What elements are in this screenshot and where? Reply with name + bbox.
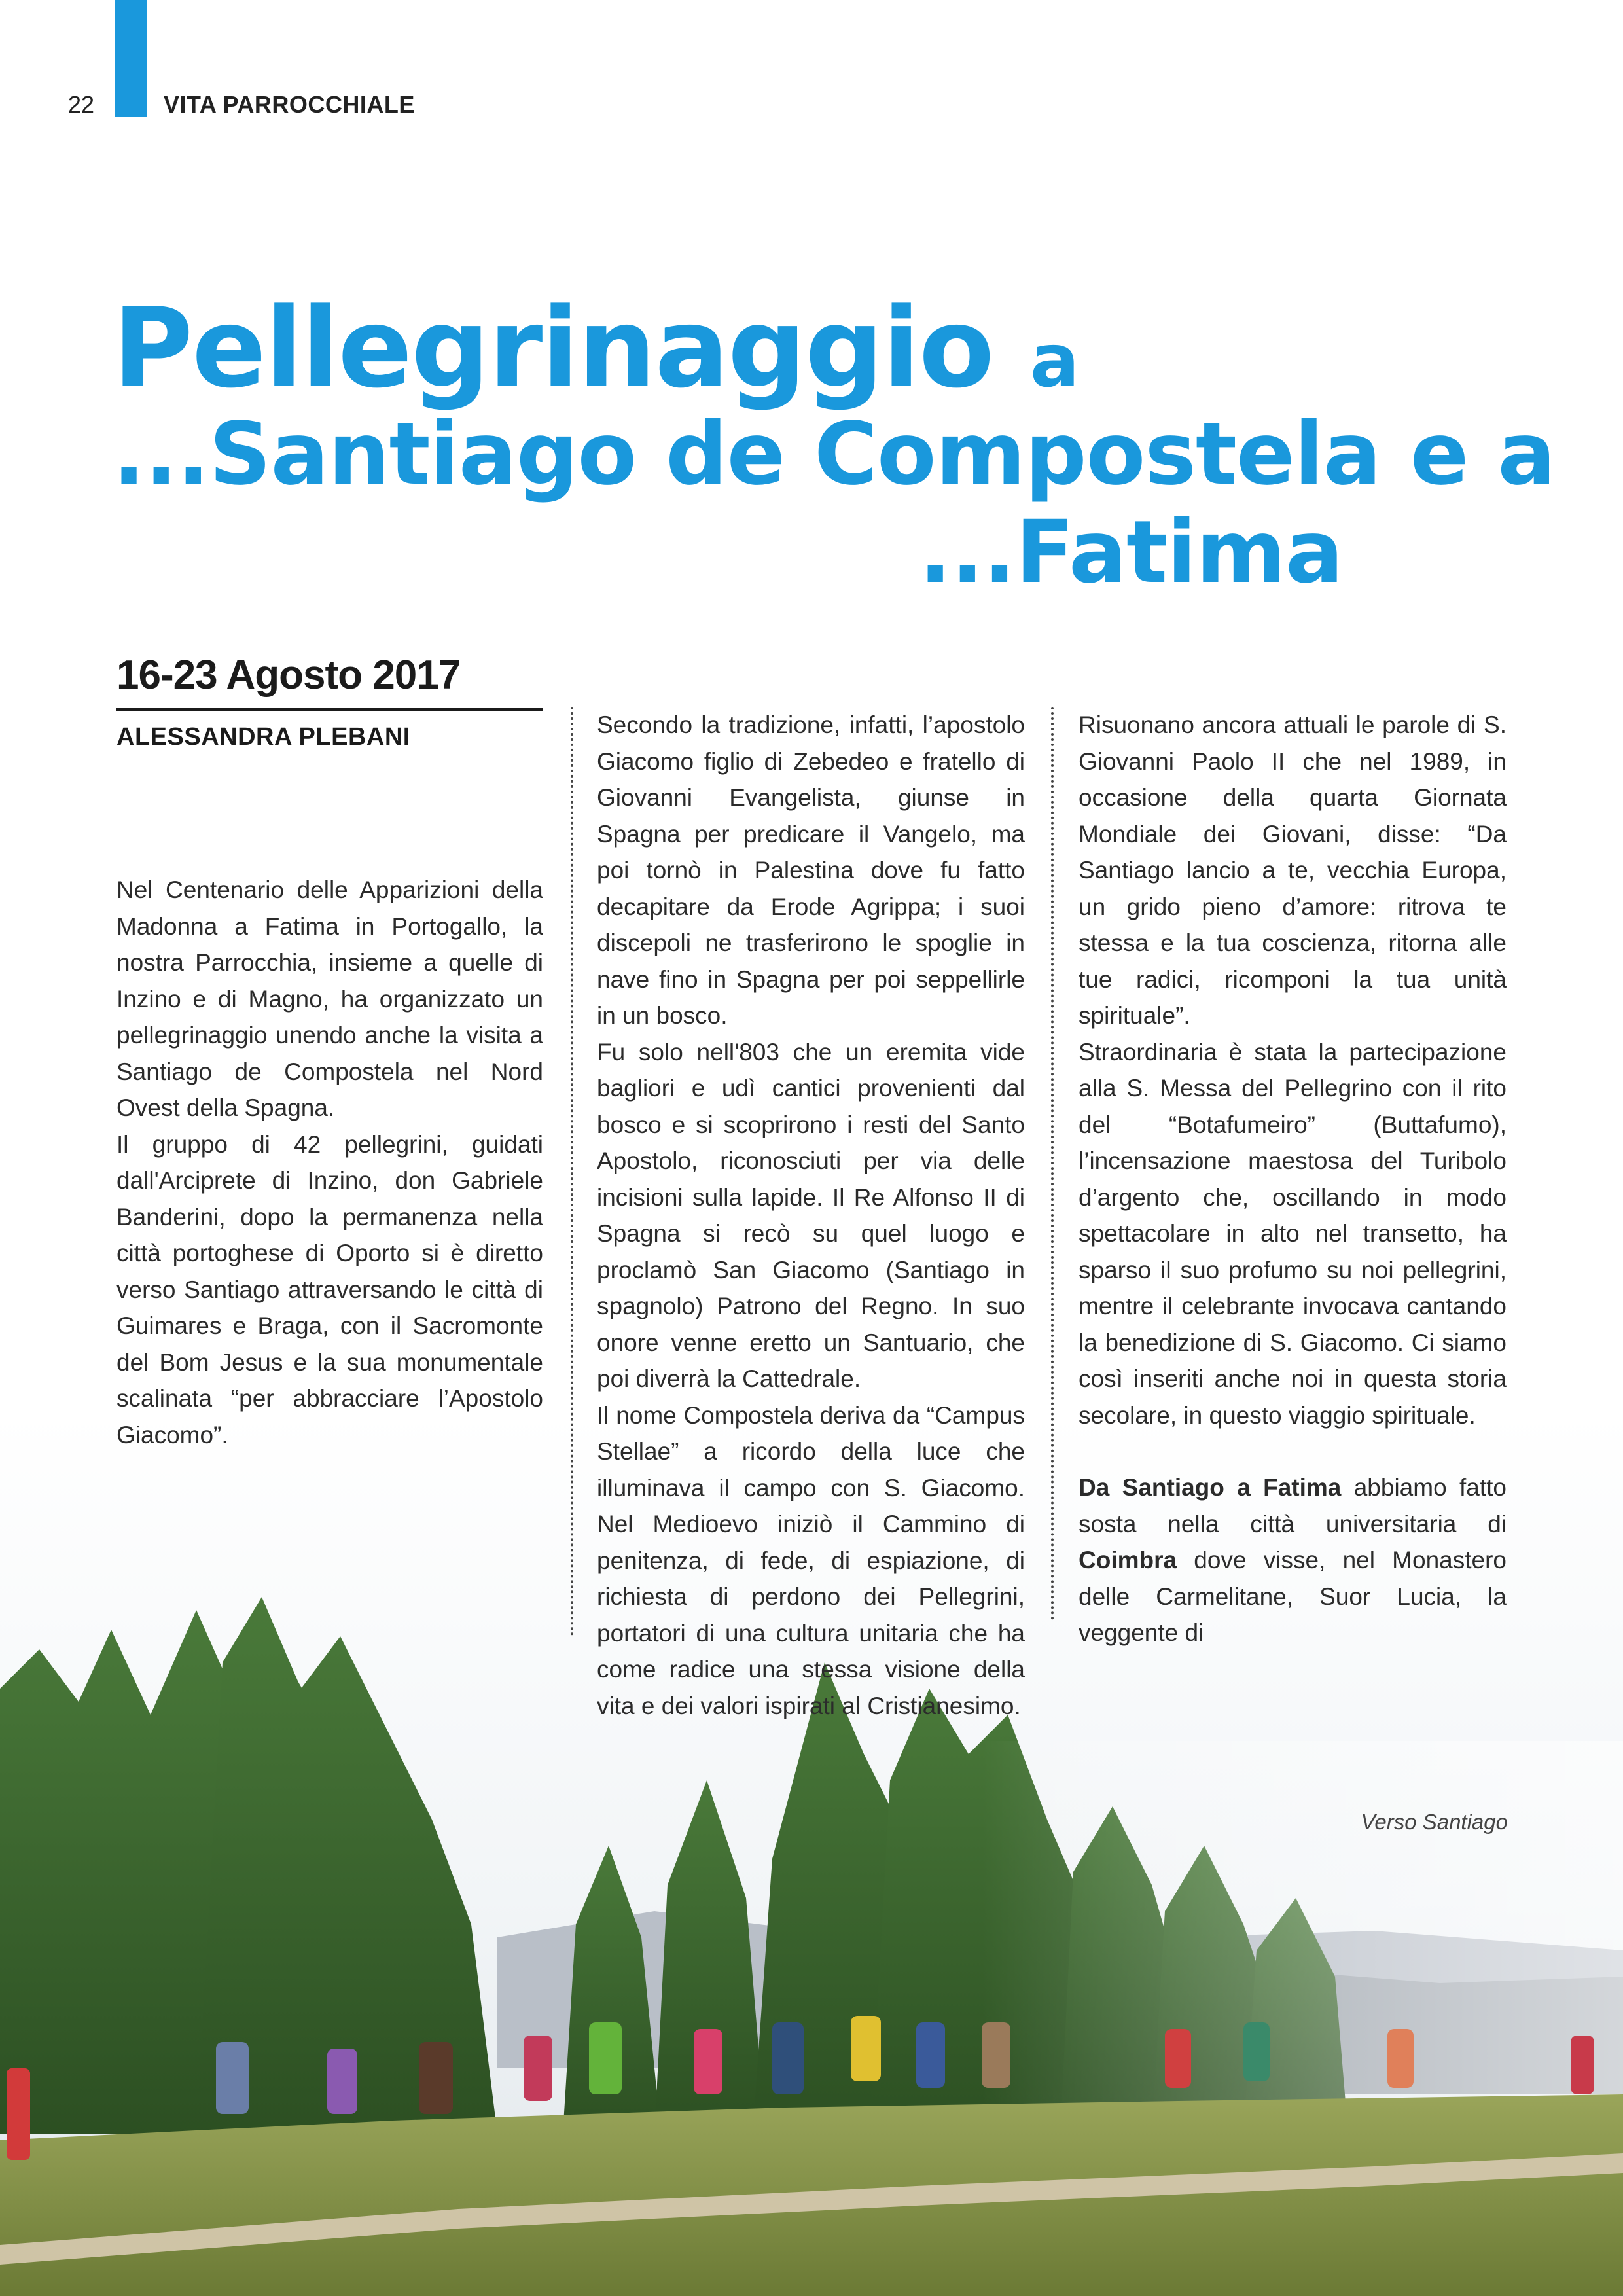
article-column-1 xyxy=(116,872,543,1453)
bold-phrase: Da Santiago a Fatima xyxy=(1079,1474,1342,1501)
article-title-line3: ...Fatima xyxy=(919,502,1343,603)
paragraph: Il gruppo di 42 pellegrini, guidati dall'Arciprete di Inzino, don Gabriele Banderini, dopo la permanenza nella città portoghese di Oporto si è diretto verso Santiago attraversando le città di Guimares e Braga, con il Sacromonte del Bom Jesus e la sua monumentale scalinata “per abbracciare l’Apostolo Giacomo”. xyxy=(116,1130,543,1448)
paragraph: Il nome Compostela deriva da “Campus Stellae” a ricordo della luce che illuminava il campo con S. Giacomo. Nel Medioevo iniziò il Cammino di penitenza, di fede, di espiazione, di richiesta di perdono dei Pellegrini, portatori di una cultura unitaria che ha come radice una stessa visione della vita e dei valori ispirati al Cristianesimo. xyxy=(597,1401,1025,1719)
bold-phrase: Coimbra xyxy=(1079,1547,1177,1573)
title-main-word: Pellegrinaggio xyxy=(113,284,993,412)
column-separator xyxy=(571,707,573,1636)
paragraph-gap xyxy=(1079,1433,1507,1469)
page-number: 22 xyxy=(68,91,95,118)
paragraph: Secondo la tradizione, infatti, l’apostolo Giacomo figlio di Zebedeo e fratello di Giovanni Evangelista, giunse in Spagna per predicare il Vangelo, ma poi tornò in Palestina dove fu fatto decapitare da Erode Agrippa; i suoi discepoli ne trasferirono le spoglie in nave fino in Spagna per poi seppellirle in un bosco. xyxy=(597,711,1025,1029)
paragraph: Risuonano ancora attuali le parole di S. Giovanni Paolo II che nel 1989, in occasione della quarta Giornata Mondiale dei Giovani, disse: “Da Santiago lancio a te, vecchia Europa, un grido pieno d’amore: ritrova te stessa e la tua coscienza, ritorna alle tue radici, ricomponi la tua unità spirituale”. xyxy=(1079,711,1507,1029)
title-small-word: a xyxy=(1029,319,1079,404)
column-separator xyxy=(1051,707,1054,1621)
article-column-3 xyxy=(1079,707,1507,1651)
section-title: VITA PARROCCHIALE xyxy=(164,91,415,118)
paragraph: Nel Centenario delle Apparizioni della Madonna a Fatima in Portogallo, la nostra Parrocchia, insieme a quelle di Inzino e di Magno, ha organizzato un pellegrinaggio unendo anche la visita a Santiago de Compostela nel Nord Ovest della Spagna. xyxy=(116,876,543,1121)
text-run: abbiamo fatto sosta nella città universitaria di xyxy=(1079,1474,1507,1537)
article-date: 16-23 Agosto 2017 xyxy=(116,653,461,698)
paragraph: Fu solo nell'803 che un eremita vide bagliori e udì cantici provenienti dal bosco e si scoprirono i resti del Santo Apostolo, riconosciuti per via delle incisioni sulla lapide. Il Re Alfonso II di Spagna si recò su quel luogo e proclamò San Giacomo (Santiago in spagnolo) Patrono del Regno. In suo onore venne eretto un Santuario, che poi diverrà la Cattedrale. xyxy=(597,1038,1025,1392)
article-column-2 xyxy=(597,707,1025,1724)
article-author: ALESSANDRA PLEBANI xyxy=(116,723,410,751)
text-run: dove visse, nel Monastero delle Carmelitane, Suor Lucia, la veggente di xyxy=(1079,1547,1507,1646)
photo-caption: Verso Santiago xyxy=(1361,1810,1508,1834)
date-underline xyxy=(116,708,543,711)
article-title-line2: ...Santiago de Compostela e a xyxy=(113,404,1556,505)
paragraph xyxy=(1079,1469,1507,1651)
paragraph: Straordinaria è stata la partecipazione alla S. Messa del Pellegrino con il rito del “Botafumeiro” (Buttafumo), l’incensazione maestosa del Turibolo d’argento che, oscillando in modo spettacolare in alto nel transetto, ha sparso il suo profumo su noi pellegrini, mentre il celebrante invocava cantando la benedizione di S. Giacomo. Ci siamo così inseriti anche noi in questa storia secolare, in questo viaggio spirituale. xyxy=(1079,1038,1507,1429)
header-accent-bar xyxy=(115,0,147,117)
